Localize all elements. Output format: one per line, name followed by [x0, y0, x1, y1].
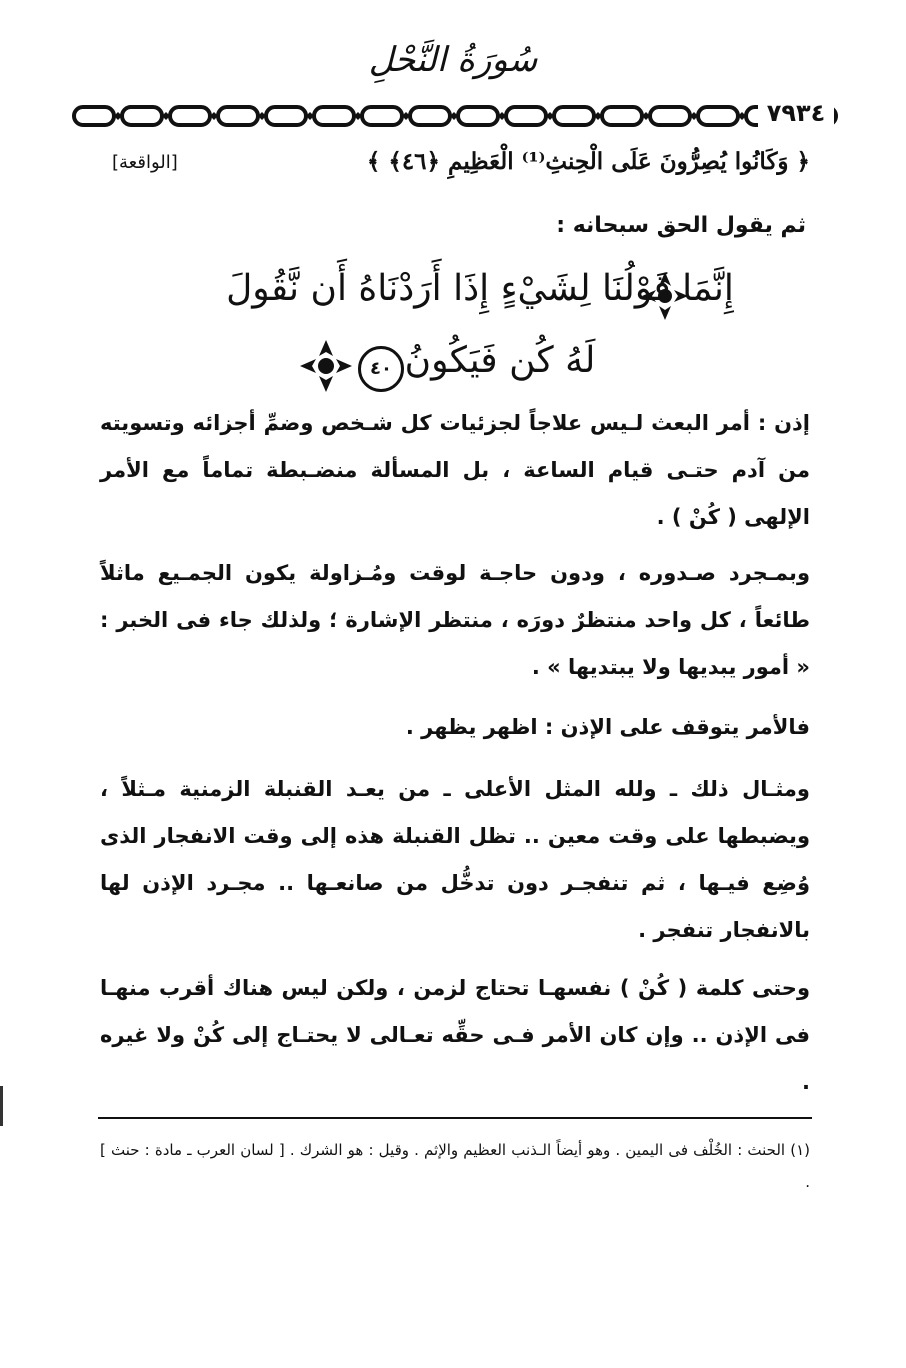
chain-link — [266, 107, 306, 125]
quran-line-2: لَهُ كُن فَيَكُونُ — [404, 340, 596, 381]
chain-link — [74, 107, 114, 125]
intro-line: ثم يقول الحق سبحانه : — [556, 213, 806, 238]
chain-link — [218, 107, 258, 125]
chain-link — [362, 107, 402, 125]
footnote: (١) الحنث : الخُلْف فى اليمين . وهو أيضاً الـذنب العظيم والإثم . وقيل : هو الشرك . [ لسان العرب ـ مادة : حنث ] . — [100, 1141, 810, 1191]
chain-link — [410, 107, 450, 125]
chain-link — [650, 107, 690, 125]
paragraph-3: فالأمر يتوقف على الإذن : اظهر يظهر . — [405, 715, 810, 739]
paragraph-1: إذن : أمر البعث لـيس علاجاً لجزئيات كل شـخص وضمِّ أجزائه وتسويته من آدم حتـى قيام الساعة ، بل المسألة منضـبطة تماماً مع الأمر الإلهى ( كُنْ ) . — [100, 411, 810, 529]
ayah-number-marker: ٤٠ — [358, 346, 404, 392]
verse-end-ornament-icon — [298, 338, 354, 394]
chain-link — [602, 107, 642, 125]
paragraph-4: ومثـال ذلك ـ ولله المثل الأعلى ـ من يعـد القنبلة الزمنية مـثلاً ، ويضبطها على وقت معين .. تظل القنبلة هذه إلى وقت الانفجار الذى وُضِع فيـها ، ثم تنفجـر دون تدخُّل من صانعـها .. مجـرد الإذن لها بالانفجار تنفجر . — [100, 777, 810, 942]
chain-link — [122, 107, 162, 125]
chain-link — [698, 107, 738, 125]
quran-line-1: إِنَّمَا قَوْلُنَا لِشَيْءٍ إِذَا أَرَدْنَاهُ أَن نَّقُولَ — [226, 268, 734, 309]
verse-line: ﴿ وَكَانُوا يُصِرُّونَ عَلَى الْحِنثِ⁽¹⁾ الْعَظِيمِ ﴿٤٦﴾ ﴾ — [366, 148, 810, 175]
surah-title: سُورَةُ النَّحْلِ — [368, 40, 538, 80]
verse-reference: [الواقعة] — [112, 152, 178, 173]
page-edge-mark — [0, 1086, 3, 1126]
chain-link — [506, 107, 546, 125]
chain-link — [314, 107, 354, 125]
chain-link — [458, 107, 498, 125]
chain-link — [170, 107, 210, 125]
chain-link — [554, 107, 594, 125]
page-number: ٧٩٣٤ — [758, 99, 834, 127]
paragraph-5: وحتى كلمة ( كُنْ ) نفسهـا تحتاج لزمن ، ولكن ليس هناك أقرب منهـا فى الإذن .. وإن كان الأمر فـى حقِّه تعـالى لا يحتـاج إلى كُنْ ولا غيره . — [100, 976, 810, 1094]
paragraph-2: وبمـجرد صـدوره ، ودون حاجـة لوقت ومُـزاولة يكون الجمـيع ماثلاً طائعاً ، كل واحد منتظرٌ دورَه ، منتظر الإشارة ؛ ولذلك جاء فى الخبر : « أمور يبديها ولا يبتديها » . — [100, 561, 810, 679]
footnote-divider — [98, 1117, 812, 1119]
header-ornament-band — [70, 96, 840, 136]
